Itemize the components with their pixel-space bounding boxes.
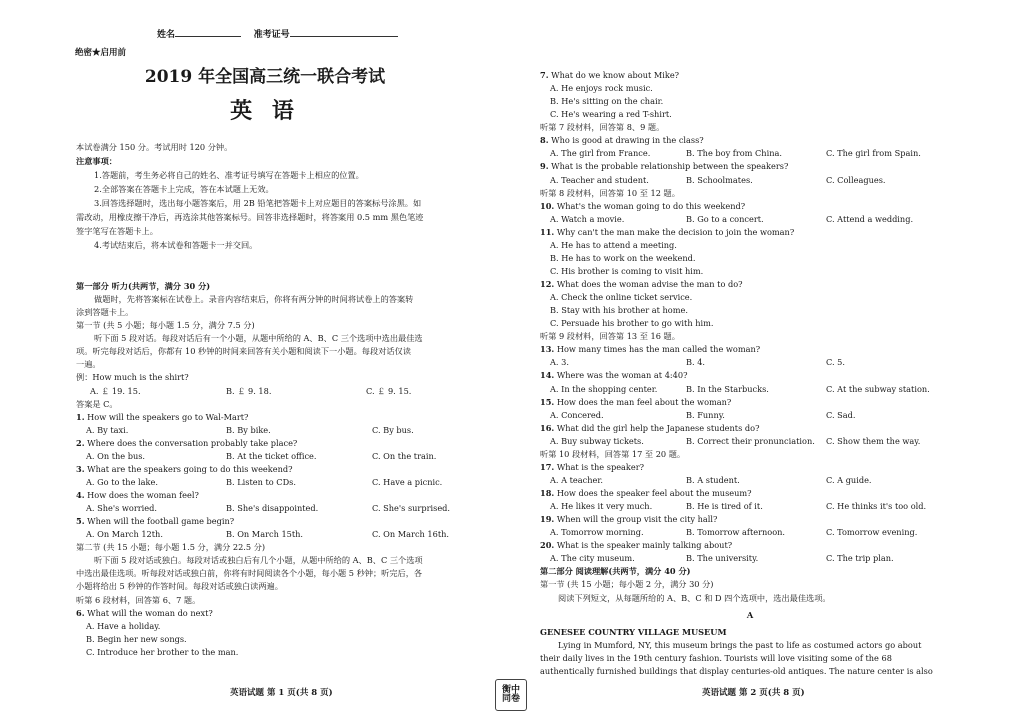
section2-intro-1: 听下面 5 段对话或独白。每段对话或独白后有几个小题，从题中所给的 A、B、C 三个选项 xyxy=(94,555,423,566)
option-a: A. On March 12th. xyxy=(86,529,163,540)
question-9-options xyxy=(540,175,960,186)
publisher-logo: 衡中 同卷 xyxy=(495,679,527,711)
question-text: When will the group visit the city hall? xyxy=(556,514,718,525)
option-c: C. A guide. xyxy=(826,474,872,485)
option-c: C. Tomorrow evening. xyxy=(826,527,918,538)
example-answer: 答案是 C。 xyxy=(76,398,118,409)
option-a: A. He has to attend a meeting. xyxy=(550,239,677,250)
option-c: C. Sad. xyxy=(826,409,856,420)
example-option-b: B. ￡ 9. 18. xyxy=(226,385,272,396)
example-question: 例：How much is the shirt? xyxy=(76,372,189,383)
section1-intro-3: 一遍。 xyxy=(76,359,101,370)
question-4-options xyxy=(76,503,496,514)
option-b: B. Correct their pronunciation. xyxy=(686,435,815,446)
question-17-options xyxy=(540,475,960,486)
question-text: When will the football game begin? xyxy=(87,516,235,527)
question-text: What do we know about Mike? xyxy=(551,70,680,80)
question-7 xyxy=(540,70,960,81)
option-b: B. Stay with his brother at home. xyxy=(550,305,688,316)
example-option-c: C. ￡ 9. 15. xyxy=(366,385,412,396)
question-number: 1. xyxy=(76,411,85,422)
notice-1: 1.答题前，考生务必将自己的姓名、准考证号填写在答题卡上相应的位置。 xyxy=(94,170,364,181)
question-text: How does the man feel about the woman? xyxy=(556,396,732,407)
passage-label: A xyxy=(746,609,754,620)
example-option-a: A. ￡ 19. 15. xyxy=(90,385,141,396)
option-a: A. Check the online ticket service. xyxy=(550,292,693,303)
question-10 xyxy=(540,201,960,212)
part2-title: 第二部分 阅读理解(共两节，满分 40 分) xyxy=(540,566,691,577)
part1-intro-2: 涂到答题卡上。 xyxy=(76,307,134,318)
part2-intro: 阅读下列短文，从每题所给的 A、B、C 和 D 四个选项中，选出最佳选项。 xyxy=(558,592,831,603)
question-12 xyxy=(540,279,960,290)
question-18 xyxy=(540,488,960,499)
question-number: 13. xyxy=(540,344,555,355)
option-a: A. 3. xyxy=(550,357,569,368)
question-text: What will the woman do next? xyxy=(87,607,213,618)
question-20 xyxy=(540,540,960,551)
question-number: 4. xyxy=(76,490,85,500)
question-number: 17. xyxy=(540,461,555,472)
exam-intro: 本试卷满分 150 分。考试用时 120 分钟。 xyxy=(76,142,233,152)
question-10-options xyxy=(540,214,960,225)
option-a: A. Buy subway tickets. xyxy=(550,435,644,446)
passage-line: authentically furnished buildings that display centuries-old antiques. The nature center is also xyxy=(540,665,933,676)
option-a: A. Go to the lake. xyxy=(86,476,158,487)
option-a: A. A teacher. xyxy=(550,474,603,485)
question-number: 12. xyxy=(540,279,555,289)
question-2 xyxy=(76,438,496,449)
question-text: How does the woman feel? xyxy=(87,490,199,500)
question-number: 3. xyxy=(76,463,85,474)
q6-option-b: B. Begin her new songs. xyxy=(86,633,187,644)
question-14 xyxy=(540,370,960,381)
question-number: 11. xyxy=(540,226,555,237)
option-b: B. On March 15th. xyxy=(226,529,304,540)
material-6-label: 听第 6 段材料，回答第 6、7 题。 xyxy=(76,594,201,605)
option-b: B. The boy from China. xyxy=(686,148,782,159)
option-b: B. 4. xyxy=(686,357,706,368)
question-13-options xyxy=(540,357,960,368)
material-7-label: 听第 7 段材料，回答第 8、9 题。 xyxy=(540,122,665,133)
question-text: Where was the woman at 4:40? xyxy=(556,370,688,381)
subject-title: 英 语 xyxy=(230,98,300,124)
confidential-label: 绝密★启用前 xyxy=(75,48,127,58)
option-c: C. He's wearing a red T-shirt. xyxy=(550,109,672,120)
material-8-label: 听第 8 段材料，回答第 10 至 12 题。 xyxy=(540,187,680,198)
question-3 xyxy=(76,464,496,475)
exam-title: 2019 年全国高三统一联合考试 xyxy=(144,67,386,87)
option-b: B. He's sitting on the chair. xyxy=(550,96,664,107)
passage-line: Lying in Mumford, NY, this museum brings the past to life as costumed actors go about xyxy=(558,639,922,650)
name-label: 姓名 xyxy=(157,30,176,40)
question-6 xyxy=(76,608,496,619)
option-b: B. He is tired of it. xyxy=(686,501,763,512)
question-text: How does the speaker feel about the museum? xyxy=(556,488,752,498)
exam-number-label: 准考证号 xyxy=(253,30,290,40)
material-10-label: 听第 10 段材料，回答第 17 至 20 题。 xyxy=(540,448,686,459)
question-15-options xyxy=(540,410,960,421)
question-8-options xyxy=(540,148,960,159)
question-text: How many times has the man called the woman? xyxy=(556,344,761,355)
notice-3: 3.回答选择题时，选出每小题答案后，用 2B 铅笔把答题卡上对应题目的答案标号涂黑。如 xyxy=(94,198,422,209)
question-19 xyxy=(540,514,960,525)
notice-3-cont: 需改动，用橡皮擦干净后，再选涂其他答案标号。回答非选择题时，将答案用 0.5 mm 黑色笔迹 xyxy=(76,212,424,223)
part2-section1-title: 第一节 (共 15 小题；每小题 2 分，满分 30 分) xyxy=(540,579,714,590)
question-3-options xyxy=(76,477,496,488)
notice-title: 注意事项： xyxy=(76,156,117,167)
question-text: Where does the conversation probably take place? xyxy=(87,437,298,448)
option-b: B. A student. xyxy=(686,474,740,485)
footer-left: 英语试题 第 1 页(共 8 页) xyxy=(230,688,333,698)
option-c: C. The trip plan. xyxy=(826,553,894,564)
option-a: A. By taxi. xyxy=(86,424,129,435)
option-c: C. His brother is coming to visit him. xyxy=(550,265,704,276)
question-13 xyxy=(540,344,960,355)
option-a: A. Tomorrow morning. xyxy=(550,527,644,538)
question-number: 18. xyxy=(540,488,555,498)
question-text: What is the speaker mainly talking about? xyxy=(556,540,733,551)
option-c: C. She's surprised. xyxy=(372,503,451,514)
option-b: B. At the ticket office. xyxy=(226,450,317,461)
option-c: C. Colleagues. xyxy=(826,174,886,185)
question-5 xyxy=(76,516,496,527)
question-text: What does the woman advise the man to do? xyxy=(556,279,743,289)
option-c: C. He thinks it's too old. xyxy=(826,501,927,512)
question-number: 7. xyxy=(540,70,549,80)
option-b: B. Funny. xyxy=(686,409,725,420)
question-4 xyxy=(76,490,496,501)
option-b: B. Listen to CDs. xyxy=(226,476,296,487)
option-b: B. Schoolmates. xyxy=(686,174,753,185)
question-text: Why can't the man make the decision to join the woman? xyxy=(556,226,795,237)
option-c: C. By bus. xyxy=(372,424,414,435)
question-number: 19. xyxy=(540,514,555,525)
option-a: A. Concered. xyxy=(550,409,604,420)
question-text: What did the girl help the Japanese students do? xyxy=(556,422,760,433)
option-a: A. Teacher and student. xyxy=(550,174,649,185)
section1-title: 第一节 (共 5 小题；每小题 1.5 分，满分 7.5 分) xyxy=(76,320,255,331)
question-1-options xyxy=(76,425,496,436)
part1-title: 第一部分 听力(共两节，满分 30 分) xyxy=(76,281,211,291)
option-c: C. The girl from Spain. xyxy=(826,148,921,159)
material-9-label: 听第 9 段材料，回答第 13 至 16 题。 xyxy=(540,331,680,342)
question-text: How will the speakers go to Wal-Mart? xyxy=(87,411,249,422)
question-text: What is the probable relationship between the speakers? xyxy=(551,161,789,172)
question-number: 6. xyxy=(76,607,85,618)
question-20-options xyxy=(540,553,960,564)
question-text: Who is good at drawing in the class? xyxy=(551,135,704,146)
option-b: B. In the Starbucks. xyxy=(686,383,769,394)
q6-option-c: C. Introduce her brother to the man. xyxy=(86,646,239,657)
question-number: 15. xyxy=(540,396,555,407)
passage-line: their daily lives in the 19th century fashion. Tourists will love visiting some of the 68 xyxy=(540,652,892,663)
section2-intro-3: 小题将给出 5 秒钟的作答时间。每段对话或独白读两遍。 xyxy=(76,581,283,592)
option-a: A. Watch a movie. xyxy=(550,213,625,224)
option-c: C. On the train. xyxy=(372,450,437,461)
passage-title: GENESEE COUNTRY VILLAGE MUSEUM xyxy=(540,626,727,637)
option-c: C. At the subway station. xyxy=(826,383,930,394)
option-a: A. The city museum. xyxy=(550,553,635,564)
question-number: 8. xyxy=(540,135,549,146)
question-18-options xyxy=(540,501,960,512)
notice-4: 4.考试结束后，将本试卷和答题卡一并交回。 xyxy=(94,240,258,251)
question-text: What's the woman going to do this weekend? xyxy=(556,200,746,211)
question-14-options xyxy=(540,384,960,395)
option-a: A. In the shopping center. xyxy=(550,383,658,394)
question-number: 16. xyxy=(540,422,555,433)
option-c: C. Attend a wedding. xyxy=(826,213,914,224)
question-16 xyxy=(540,423,960,434)
option-b: B. By bike. xyxy=(226,424,271,435)
question-number: 20. xyxy=(540,540,555,551)
q6-option-a: A. Have a holiday. xyxy=(86,620,161,631)
question-16-options xyxy=(540,436,960,447)
option-a: A. The girl from France. xyxy=(550,148,651,159)
question-11 xyxy=(540,227,960,238)
option-a: A. She's worried. xyxy=(86,503,157,514)
question-text: What are the speakers going to do this weekend? xyxy=(87,463,293,474)
option-b: B. He has to work on the weekend. xyxy=(550,252,696,263)
example-options xyxy=(76,386,496,397)
question-17 xyxy=(540,462,960,473)
question-1 xyxy=(76,412,496,423)
notice-2: 2.全部答案在答题卡上完成，答在本试题上无效。 xyxy=(94,184,274,195)
question-number: 9. xyxy=(540,161,549,172)
question-text: What is the speaker? xyxy=(556,461,645,472)
option-a: A. On the bus. xyxy=(86,450,146,461)
section2-title: 第二节 (共 15 小题；每小题 1.5 分，满分 22.5 分) xyxy=(76,542,266,553)
section2-intro-2: 中选出最佳选项。听每段对话或独白前，你将有时间阅读各个小题，每小题 5 秒钟；听完后，各 xyxy=(76,568,423,579)
name-field xyxy=(157,28,398,41)
option-a: A. He likes it very much. xyxy=(550,501,653,512)
question-2-options xyxy=(76,451,496,462)
option-c: C. Show them the way. xyxy=(826,435,921,446)
question-list-1-5 xyxy=(76,412,496,541)
question-19-options xyxy=(540,527,960,538)
option-c: C. Persuade his brother to go with him. xyxy=(550,318,714,329)
option-b: B. The university. xyxy=(686,553,759,564)
option-c: C. 5. xyxy=(826,357,845,368)
option-c: C. On March 16th. xyxy=(372,529,449,540)
option-b: B. She's disappointed. xyxy=(226,503,319,514)
notice-3-cont2: 签字笔写在答题卡上。 xyxy=(76,226,158,237)
section1-intro-1: 听下面 5 段对话。每段对话后有一个小题，从题中所给的 A、B、C 三个选项中选出最佳选 xyxy=(94,333,423,344)
question-number: 14. xyxy=(540,370,555,381)
section1-intro-2: 项。听完每段对话后，你都有 10 秒钟的时间来回答有关小题和阅读下一小题。每段对话仅读 xyxy=(76,346,411,357)
right-page-content xyxy=(540,68,960,677)
question-5-options xyxy=(76,529,496,540)
question-number: 10. xyxy=(540,200,555,211)
option-b: B. Go to a concert. xyxy=(686,213,764,224)
question-number: 5. xyxy=(76,516,85,527)
question-9 xyxy=(540,161,960,172)
part1-intro-1: 做题时，先将答案标在试卷上。录音内容结束后，你将有两分钟的时间将试卷上的答案转 xyxy=(94,294,414,305)
question-15 xyxy=(540,397,960,408)
option-a: A. He enjoys rock music. xyxy=(550,83,653,94)
option-b: B. Tomorrow afternoon. xyxy=(686,527,786,538)
listening-section xyxy=(76,281,496,658)
footer-right: 英语试题 第 2 页(共 8 页) xyxy=(702,688,805,698)
option-c: C. Have a picnic. xyxy=(372,476,443,487)
instructions-block xyxy=(76,142,494,252)
question-number: 2. xyxy=(76,437,85,448)
question-8 xyxy=(540,135,960,146)
